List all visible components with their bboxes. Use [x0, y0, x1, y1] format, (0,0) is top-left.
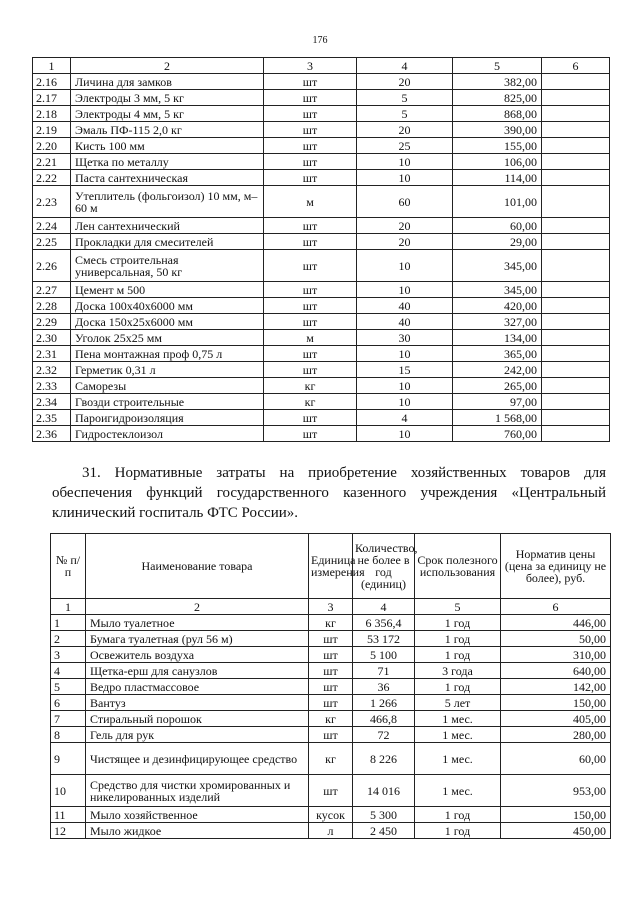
table-row — [51, 631, 611, 647]
row-number: 6 — [51, 695, 86, 711]
table-row — [51, 695, 611, 711]
item-price: 953,00 — [501, 775, 611, 807]
table-row — [51, 727, 611, 743]
item-life: 1 год — [415, 807, 501, 823]
table-row — [33, 330, 610, 346]
table-row — [33, 74, 610, 90]
table-row — [33, 378, 610, 394]
row-number: 2.16 — [33, 74, 71, 90]
table-row — [33, 282, 610, 298]
empty-cell — [542, 362, 610, 378]
table-row — [51, 711, 611, 727]
item-qty: 6 356,4 — [353, 615, 415, 631]
item-name: Эмаль ПФ-115 2,0 кг — [71, 122, 264, 138]
row-number: 2.34 — [33, 394, 71, 410]
item-unit: шт — [309, 775, 353, 807]
item-qty: 10 — [357, 282, 453, 298]
item-unit: шт — [264, 106, 357, 122]
item-name: Средство для чистки хромированных и никелированных изделий — [86, 775, 309, 807]
item-name: Мыло жидкое — [86, 823, 309, 839]
item-unit: шт — [309, 679, 353, 695]
empty-cell — [542, 186, 610, 218]
table-row — [51, 647, 611, 663]
item-qty: 25 — [357, 138, 453, 154]
empty-cell — [542, 122, 610, 138]
item-qty: 36 — [353, 679, 415, 695]
item-qty: 10 — [357, 394, 453, 410]
table-row — [33, 106, 610, 122]
item-name: Кисть 100 мм — [71, 138, 264, 154]
item-qty: 2 450 — [353, 823, 415, 839]
table-row — [33, 362, 610, 378]
item-qty: 20 — [357, 74, 453, 90]
item-qty: 466,8 — [353, 711, 415, 727]
item-price: 60,00 — [453, 218, 542, 234]
row-number: 2.22 — [33, 170, 71, 186]
table-row — [51, 823, 611, 839]
empty-cell — [542, 298, 610, 314]
item-unit: шт — [309, 647, 353, 663]
item-qty: 72 — [353, 727, 415, 743]
table-row — [33, 122, 610, 138]
item-qty: 20 — [357, 122, 453, 138]
materials-col-4-header: 4 — [357, 58, 453, 74]
item-unit: шт — [264, 218, 357, 234]
row-number: 11 — [51, 807, 86, 823]
item-name: Щетка-ерш для санузлов — [86, 663, 309, 679]
item-price: 310,00 — [501, 647, 611, 663]
item-unit: шт — [264, 74, 357, 90]
materials-table-header-row — [33, 58, 610, 74]
column-number: 6 — [501, 599, 611, 615]
item-unit: м — [264, 186, 357, 218]
item-name: Личина для замков — [71, 74, 264, 90]
item-qty: 1 266 — [353, 695, 415, 711]
item-unit: шт — [264, 282, 357, 298]
column-number: 3 — [309, 599, 353, 615]
materials-col-1-header: 1 — [33, 58, 71, 74]
empty-cell — [542, 410, 610, 426]
empty-cell — [542, 218, 610, 234]
item-price: 50,00 — [501, 631, 611, 647]
row-number: 5 — [51, 679, 86, 695]
item-price: 242,00 — [453, 362, 542, 378]
item-price: 265,00 — [453, 378, 542, 394]
item-unit: кг — [309, 615, 353, 631]
item-unit: шт — [264, 410, 357, 426]
header-item-name: Наименование товара — [86, 534, 309, 599]
item-name: Электроды 4 мм, 5 кг — [71, 106, 264, 122]
item-price: 150,00 — [501, 807, 611, 823]
item-unit: шт — [309, 695, 353, 711]
materials-col-5-header: 5 — [453, 58, 542, 74]
row-number: 2.28 — [33, 298, 71, 314]
row-number: 9 — [51, 743, 86, 775]
item-price: 280,00 — [501, 727, 611, 743]
item-qty: 10 — [357, 378, 453, 394]
header-quantity: Количество, не более в год (единиц) — [353, 534, 415, 599]
row-number: 3 — [51, 647, 86, 663]
item-life: 1 год — [415, 647, 501, 663]
item-name: Пароигидроизоляция — [71, 410, 264, 426]
item-qty: 4 — [357, 410, 453, 426]
item-unit: кг — [309, 711, 353, 727]
item-price: 97,00 — [453, 394, 542, 410]
item-name: Доска 100х40х6000 мм — [71, 298, 264, 314]
table-row — [51, 743, 611, 775]
row-number: 7 — [51, 711, 86, 727]
item-name: Щетка по металлу — [71, 154, 264, 170]
table-row — [51, 615, 611, 631]
row-number: 2.26 — [33, 250, 71, 282]
table-row — [33, 410, 610, 426]
row-number: 2.29 — [33, 314, 71, 330]
row-number: 2.21 — [33, 154, 71, 170]
item-price: 450,00 — [501, 823, 611, 839]
item-name: Герметик 0,31 л — [71, 362, 264, 378]
household-table-header-row — [51, 534, 611, 599]
item-price: 134,00 — [453, 330, 542, 346]
item-name: Мыло хозяйственное — [86, 807, 309, 823]
row-number: 12 — [51, 823, 86, 839]
empty-cell — [542, 378, 610, 394]
item-unit: кусок — [309, 807, 353, 823]
item-name: Чистящее и дезинфицирующее средство — [86, 743, 309, 775]
item-price: 405,00 — [501, 711, 611, 727]
table-row — [51, 807, 611, 823]
item-name: Смесь строительная универсальная, 50 кг — [71, 250, 264, 282]
empty-cell — [542, 106, 610, 122]
item-price: 382,00 — [453, 74, 542, 90]
item-qty: 10 — [357, 250, 453, 282]
page-number: 176 — [312, 35, 328, 46]
item-unit: м — [264, 330, 357, 346]
household-goods-table — [50, 533, 611, 839]
item-unit: шт — [264, 298, 357, 314]
empty-cell — [542, 154, 610, 170]
empty-cell — [542, 426, 610, 442]
item-qty: 60 — [357, 186, 453, 218]
item-price: 29,00 — [453, 234, 542, 250]
item-name: Ведро пластмассовое — [86, 679, 309, 695]
table-row — [33, 90, 610, 106]
item-qty: 10 — [357, 346, 453, 362]
item-qty: 5 — [357, 90, 453, 106]
item-qty: 40 — [357, 298, 453, 314]
row-number: 2.30 — [33, 330, 71, 346]
item-unit: шт — [264, 90, 357, 106]
item-life: 1 год — [415, 823, 501, 839]
item-price: 155,00 — [453, 138, 542, 154]
row-number: 1 — [51, 615, 86, 631]
empty-cell — [542, 74, 610, 90]
item-name: Стиральный порошок — [86, 711, 309, 727]
item-life: 1 год — [415, 679, 501, 695]
materials-table — [32, 57, 610, 442]
item-qty: 5 300 — [353, 807, 415, 823]
item-name: Паста сантехническая — [71, 170, 264, 186]
empty-cell — [542, 234, 610, 250]
item-qty: 5 100 — [353, 647, 415, 663]
header-row-number: № п/п — [51, 534, 86, 599]
item-qty: 10 — [357, 426, 453, 442]
item-qty: 40 — [357, 314, 453, 330]
item-qty: 5 — [357, 106, 453, 122]
table-row — [33, 298, 610, 314]
materials-col-2-header: 2 — [71, 58, 264, 74]
row-number: 2 — [51, 631, 86, 647]
row-number: 10 — [51, 775, 86, 807]
item-name: Бумага туалетная (рул 56 м) — [86, 631, 309, 647]
item-name: Утеплитель (фольгоизол) 10 мм, м– 60 м — [71, 186, 264, 218]
item-life: 1 мес. — [415, 711, 501, 727]
empty-cell — [542, 394, 610, 410]
table-row — [33, 394, 610, 410]
item-qty: 15 — [357, 362, 453, 378]
item-price: 868,00 — [453, 106, 542, 122]
row-number: 2.36 — [33, 426, 71, 442]
item-unit: кг — [309, 743, 353, 775]
item-price: 142,00 — [501, 679, 611, 695]
item-qty: 10 — [357, 170, 453, 186]
item-price: 640,00 — [501, 663, 611, 679]
row-number: 2.25 — [33, 234, 71, 250]
empty-cell — [542, 90, 610, 106]
item-price: 390,00 — [453, 122, 542, 138]
table-row — [33, 154, 610, 170]
item-life: 5 лет — [415, 695, 501, 711]
item-name: Гидростеклоизол — [71, 426, 264, 442]
empty-cell — [542, 346, 610, 362]
empty-cell — [542, 282, 610, 298]
column-number: 5 — [415, 599, 501, 615]
item-unit: кг — [264, 394, 357, 410]
item-price: 327,00 — [453, 314, 542, 330]
item-unit: шт — [264, 170, 357, 186]
row-number: 2.31 — [33, 346, 71, 362]
item-name: Саморезы — [71, 378, 264, 394]
item-unit: шт — [309, 631, 353, 647]
table-row — [33, 314, 610, 330]
item-qty: 8 226 — [353, 743, 415, 775]
item-price: 825,00 — [453, 90, 542, 106]
row-number: 4 — [51, 663, 86, 679]
table-row — [51, 775, 611, 807]
item-price: 1 568,00 — [453, 410, 542, 426]
column-number-row — [51, 599, 611, 615]
row-number: 2.18 — [33, 106, 71, 122]
table-row — [33, 138, 610, 154]
item-name: Доска 150х25х6000 мм — [71, 314, 264, 330]
item-name: Освежитель воздуха — [86, 647, 309, 663]
empty-cell — [542, 330, 610, 346]
column-number: 4 — [353, 599, 415, 615]
empty-cell — [542, 314, 610, 330]
item-price: 345,00 — [453, 250, 542, 282]
item-name: Лен сантехнический — [71, 218, 264, 234]
item-name: Пена монтажная проф 0,75 л — [71, 346, 264, 362]
table-row — [33, 218, 610, 234]
item-unit: шт — [264, 346, 357, 362]
item-price: 114,00 — [453, 170, 542, 186]
item-qty: 30 — [357, 330, 453, 346]
item-price: 101,00 — [453, 186, 542, 218]
item-unit: шт — [264, 250, 357, 282]
empty-cell — [542, 138, 610, 154]
item-qty: 10 — [357, 154, 453, 170]
item-unit: л — [309, 823, 353, 839]
item-name: Мыло туалетное — [86, 615, 309, 631]
item-life: 1 год — [415, 615, 501, 631]
table-row — [33, 234, 610, 250]
item-price: 60,00 — [501, 743, 611, 775]
row-number: 2.24 — [33, 218, 71, 234]
item-price: 150,00 — [501, 695, 611, 711]
item-unit: шт — [264, 122, 357, 138]
item-qty: 14 016 — [353, 775, 415, 807]
item-unit: шт — [264, 138, 357, 154]
row-number: 2.23 — [33, 186, 71, 218]
item-qty: 53 172 — [353, 631, 415, 647]
item-qty: 20 — [357, 218, 453, 234]
materials-col-6-header: 6 — [542, 58, 610, 74]
item-life: 1 год — [415, 631, 501, 647]
item-qty: 71 — [353, 663, 415, 679]
item-price: 345,00 — [453, 282, 542, 298]
item-life: 1 мес. — [415, 775, 501, 807]
table-row — [33, 170, 610, 186]
item-unit: шт — [264, 154, 357, 170]
item-price: 365,00 — [453, 346, 542, 362]
column-number: 1 — [51, 599, 86, 615]
item-unit: кг — [264, 378, 357, 394]
item-price: 446,00 — [501, 615, 611, 631]
item-price: 106,00 — [453, 154, 542, 170]
section-paragraph: 31. Нормативные затраты на приобретение хозяйственных товаров для обеспечения функций государственного казенного учреждения «Центральный клинический госпиталь ФТС России». — [52, 465, 606, 521]
item-unit: шт — [309, 663, 353, 679]
item-name: Цемент м 500 — [71, 282, 264, 298]
item-name: Прокладки для смесителей — [71, 234, 264, 250]
item-name: Гель для рук — [86, 727, 309, 743]
item-unit: шт — [264, 362, 357, 378]
item-name: Гвозди строительные — [71, 394, 264, 410]
row-number: 8 — [51, 727, 86, 743]
item-life: 1 мес. — [415, 743, 501, 775]
header-unit: Единица измерения — [309, 534, 353, 599]
row-number: 2.33 — [33, 378, 71, 394]
table-row — [51, 679, 611, 695]
row-number: 2.20 — [33, 138, 71, 154]
row-number: 2.19 — [33, 122, 71, 138]
item-unit: шт — [309, 727, 353, 743]
item-life: 3 года — [415, 663, 501, 679]
item-unit: шт — [264, 234, 357, 250]
item-qty: 20 — [357, 234, 453, 250]
item-name: Вантуз — [86, 695, 309, 711]
empty-cell — [542, 170, 610, 186]
row-number: 2.32 — [33, 362, 71, 378]
column-number: 2 — [86, 599, 309, 615]
header-price-norm: Норматив цены (цена за единицу не более), руб. — [501, 534, 611, 599]
header-useful-life: Срок полезного использования — [415, 534, 501, 599]
item-name: Уголок 25х25 мм — [71, 330, 264, 346]
item-name: Электроды 3 мм, 5 кг — [71, 90, 264, 106]
table-row — [33, 346, 610, 362]
item-price: 420,00 — [453, 298, 542, 314]
row-number: 2.17 — [33, 90, 71, 106]
table-row — [33, 186, 610, 218]
row-number: 2.27 — [33, 282, 71, 298]
materials-col-3-header: 3 — [264, 58, 357, 74]
item-price: 760,00 — [453, 426, 542, 442]
item-unit: шт — [264, 426, 357, 442]
table-row — [51, 663, 611, 679]
item-life: 1 мес. — [415, 727, 501, 743]
item-unit: шт — [264, 314, 357, 330]
empty-cell — [542, 250, 610, 282]
table-row — [33, 426, 610, 442]
table-row — [33, 250, 610, 282]
row-number: 2.35 — [33, 410, 71, 426]
